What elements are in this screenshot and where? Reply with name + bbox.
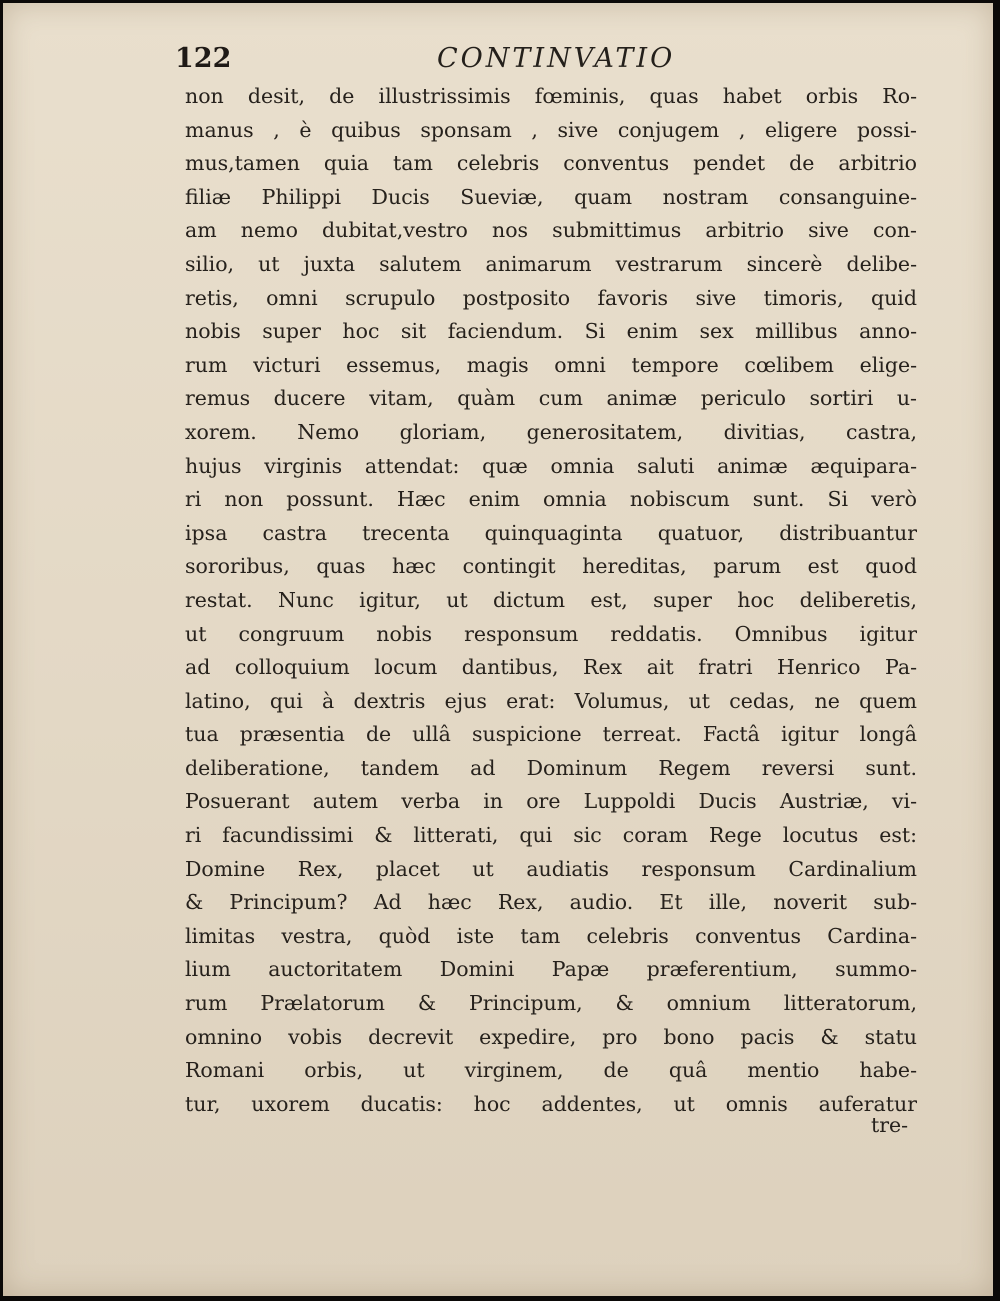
text-line: manus , è quibus sponsam , sive conjugem , eligere possi- — [185, 117, 917, 142]
text-line: tur, uxorem ducatis: hoc addentes, ut omnis auferatur — [185, 1091, 917, 1116]
page-number: 122 — [175, 43, 232, 74]
text-line: hujus virginis attendat: quæ omnia saluti animæ æquipara- — [185, 453, 917, 478]
text-line: sororibus, quas hæc contingit hereditas, parum est quod — [185, 554, 917, 579]
text-line: Domine Rex, placet ut audiatis responsum Cardinalium — [185, 856, 917, 881]
book-page — [3, 3, 993, 1296]
running-title: CONTINVATIO — [437, 43, 676, 74]
text-line: non desit, de illustrissimis fœminis, quas habet orbis Ro- — [185, 84, 917, 108]
text-line: omnino vobis decrevit expedire, pro bono pacis & statu — [185, 1024, 917, 1049]
text-line: ut congruum nobis responsum reddatis. Omnibus igitur — [185, 621, 917, 646]
text-line: filiæ Philippi Ducis Sueviæ, quam nostram consanguine- — [185, 184, 917, 209]
text-line: rum Prælatorum & Principum, & omnium litteratorum, — [185, 991, 917, 1016]
text-line: lium auctoritatem Domini Papæ præferentium, summo- — [185, 957, 917, 982]
text-line: limitas vestra, quòd iste tam celebris conventus Cardina- — [185, 923, 917, 948]
text-line: xorem. Nemo gloriam, generositatem, divitias, castra, — [185, 419, 917, 444]
text-line: deliberatione, tandem ad Dominum Regem reversi sunt. — [185, 755, 917, 780]
text-line: & Principum? Ad hæc Rex, audio. Et ille, noverit sub- — [185, 890, 917, 915]
text-line: restat. Nunc igitur, ut dictum est, super hoc deliberetis, — [185, 587, 917, 612]
text-line: am nemo dubitat,vestro nos submittimus arbitrio sive con- — [185, 218, 917, 243]
page-header — [3, 37, 993, 81]
text-line: Romani orbis, ut virginem, de quâ mentio habe- — [185, 1058, 917, 1083]
text-line: rum victuri essemus, magis omni tempore cœlibem eligе- — [185, 352, 917, 377]
text-line: ipsa castra trecenta quinquaginta quatuor, distribuantur — [185, 520, 917, 545]
text-line: silio, ut juxta salutem animarum vestrarum sincerè delibe- — [185, 251, 917, 276]
text-line: nobis super hoc sit faciendum. Si enim sex millibus anno- — [185, 319, 917, 344]
text-line: ad colloquium locum dantibus, Rex ait fratri Henrico Pa- — [185, 655, 917, 680]
text-line: remus ducere vitam, quàm cum animæ periculo sortiri u- — [185, 386, 917, 411]
text-line: ri facundissimi & litterati, qui sic coram Rege locutus est: — [185, 823, 917, 848]
text-line: Posuerant autem verba in ore Luppoldi Ducis Austriæ, vi- — [185, 789, 917, 814]
text-line: tua præsentia de ullâ suspicione terreat. Factâ igitur longâ — [185, 722, 917, 747]
text-line: mus,tamen quia tam celebris conventus pendet de arbitrio — [185, 151, 917, 176]
body-text — [185, 80, 917, 1121]
catchword: tre- — [871, 1113, 909, 1137]
text-line: latino, qui à dextris ejus erat: Volumus, ut cedas, ne quem — [185, 688, 917, 713]
text-line: retis, omni scrupulo postposito favoris sive timoris, quid — [185, 285, 917, 310]
text-line: ri non possunt. Hæc enim omnia nobiscum sunt. Si verò — [185, 487, 917, 512]
